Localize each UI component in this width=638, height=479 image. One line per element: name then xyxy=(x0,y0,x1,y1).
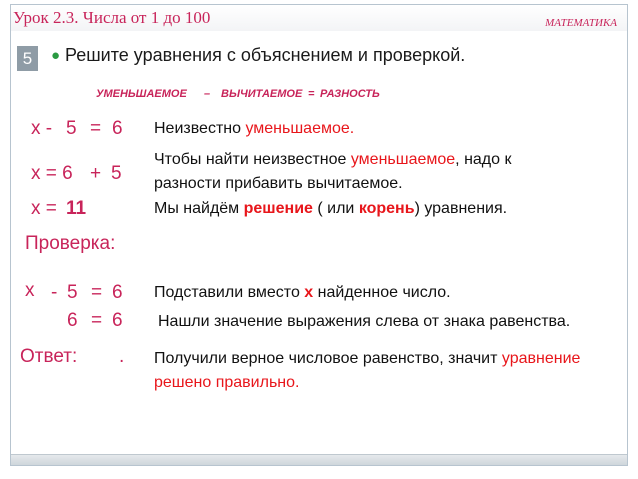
task-text: Решите уравнения с объяснением и проверкой. xyxy=(65,45,466,65)
check-label: Проверка: xyxy=(25,233,116,254)
explain-rule-line2: разности прибавить вычитаемое. xyxy=(154,175,403,192)
answer-explain-line2: решено правильно. xyxy=(154,374,300,391)
check-minus: - xyxy=(51,282,58,303)
explain-rule-line1: Чтобы найти неизвестное уменьшаемое, надо к xyxy=(154,151,512,168)
equation-subtrahend: 5 xyxy=(66,118,77,139)
check-right-value: 6 xyxy=(112,310,123,331)
bottom-bar xyxy=(11,454,627,465)
explain-unknown-minuend: Неизвестно уменьшаемое. xyxy=(154,120,355,137)
result-value: 11 xyxy=(66,198,87,219)
equation-x-minus: х - xyxy=(31,118,53,139)
equation-difference: 6 xyxy=(112,118,123,139)
check-left-value: 6 xyxy=(67,310,78,331)
check-x: х xyxy=(25,280,35,301)
solve-x-equals: х = 6 xyxy=(31,163,73,184)
check-equals: = xyxy=(91,282,103,303)
equation-equals: = xyxy=(90,118,102,139)
answer-explain-line1: Получили верное числовое равенство, значит уравнение xyxy=(154,350,581,367)
slide xyxy=(10,4,628,466)
answer-dot: . xyxy=(119,346,125,367)
check-explain-substitute: Подставили вместо х найденное число. xyxy=(154,284,451,301)
check-explain-evaluate: Нашли значение выражения слева от знака равенства. xyxy=(158,313,571,330)
formula-difference: РАЗНОСТЬ xyxy=(320,88,380,100)
answer-label: Ответ: xyxy=(20,346,78,367)
bullet-icon: ● xyxy=(51,47,61,64)
task-number-badge: 5 xyxy=(17,46,38,71)
explain-solution: Мы найдём решение ( или корень) уравнения. xyxy=(154,200,508,217)
result-x-equals: х = xyxy=(31,198,57,219)
check-difference: 6 xyxy=(112,282,123,303)
formula-minus: – xyxy=(204,88,211,100)
lesson-title: Урок 2.3. Числа от 1 до 100 xyxy=(13,8,211,27)
formula-minuend: УМЕНЬШАЕМОЕ xyxy=(96,88,187,100)
solve-subtrahend: 5 xyxy=(111,163,122,184)
formula-subtrahend: ВЫЧИТАЕМОЕ xyxy=(221,88,303,100)
check-equals-2: = xyxy=(91,310,103,331)
subject-label: МАТЕМАТИКА xyxy=(545,17,617,29)
solve-plus: + xyxy=(90,163,102,184)
formula-equals: = xyxy=(308,88,315,100)
check-subtrahend: 5 xyxy=(67,282,78,303)
